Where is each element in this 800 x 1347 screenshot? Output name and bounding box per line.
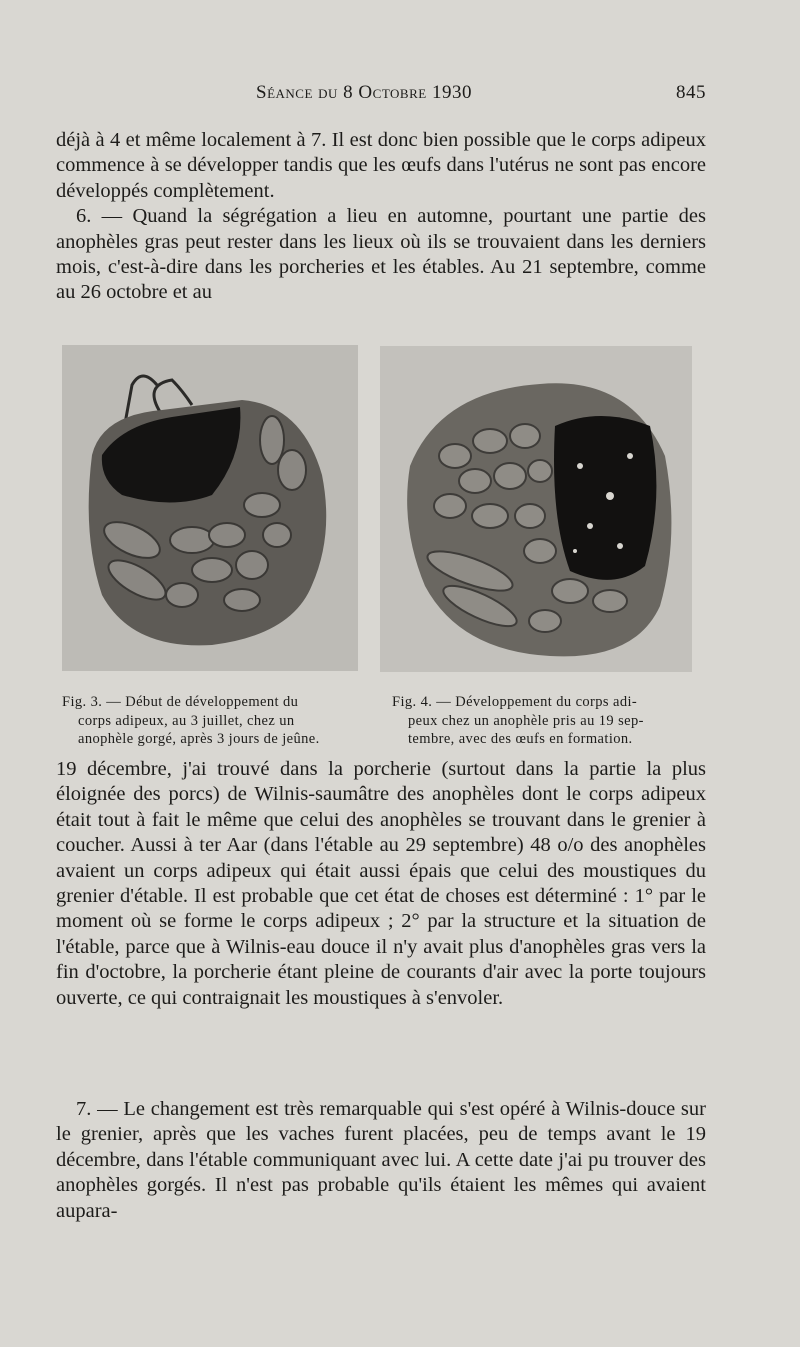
figure-4-caption <box>392 693 702 749</box>
caption-line: corps adipeux, au 3 juillet, chez un <box>78 712 295 729</box>
figure-3-caption <box>62 693 362 749</box>
paragraph-text: déjà à 4 et même localement à 7. Il est donc bien possible que le corps adipeux commence à se développer tandis que les œufs dans l'utérus ne sont pas encore développés complètement. <box>56 129 706 202</box>
figure-3-micrograph <box>62 345 358 671</box>
paragraph-section-7: 7. — Le changement est très remarquable qui s'est opéré à Wilnis-douce sur le grenier, après que les vaches furent placées, peu de temps avant le 19 décembre, dans l'étable communiquant avec lui. A cette date j'ai pu trouver des anophèles gorgés. Il n'est pas probable qu'ils étaient les mêmes qui avaient aupara- <box>56 1098 706 1222</box>
page-number: 845 <box>676 82 706 103</box>
caption-line: anophèle gorgé, après 3 jours de jeûne. <box>78 731 320 747</box>
caption-line: Fig. 4. — Développement du corps adi- <box>392 694 638 710</box>
figure-4-micrograph <box>380 346 692 672</box>
paragraph-text: 6. — Quand la ségrégation a lieu en automne, pourtant une partie des anophèles gras peut rester dans les lieux où ils se trouvaient dans les derniers mois, c'est-à-dire dans les porcheries et les étables. Au 21 septembre, comme au 26 octobre et au <box>56 205 706 304</box>
paragraph-intro <box>56 128 706 306</box>
caption-line: peux chez un anophèle pris au 19 sep- <box>408 712 644 729</box>
caption-line: tembre, avec des œufs en formation. <box>408 731 633 747</box>
caption-line: Fig. 3. — Début de développement du <box>62 694 299 710</box>
header-title: Séance du 8 Octobre 1930 <box>256 82 472 103</box>
paragraph-continuation: 19 décembre, j'ai trouvé dans la porcherie (surtout dans la partie la plus éloignée des porcs) de Wilnis-saumâtre des anophèles dont le corps adipeux était tout à fait le même que celui des anophèles se trouvant dans le grenier à coucher. Aussi à ter Aar (dans l'étable au 29 septembre) 48 o/o des anophèles avaient un corps adipeux qui était aussi épais que celui des moustiques du grenier d'étable. Il est probable que cet état de choses est déterminé : 1° par le moment où se forme le corps adipeux ; 2° par la structure et la situation de l'étable, parce que à Wilnis-eau douce il n'y avait plus d'anophèles gras vers la fin d'octobre, la porcherie étant pleine de courants d'air avec la porte toujours ouverte, ce qui contraignait les moustiques à s'envoler. <box>56 758 706 1009</box>
running-header <box>56 82 706 112</box>
